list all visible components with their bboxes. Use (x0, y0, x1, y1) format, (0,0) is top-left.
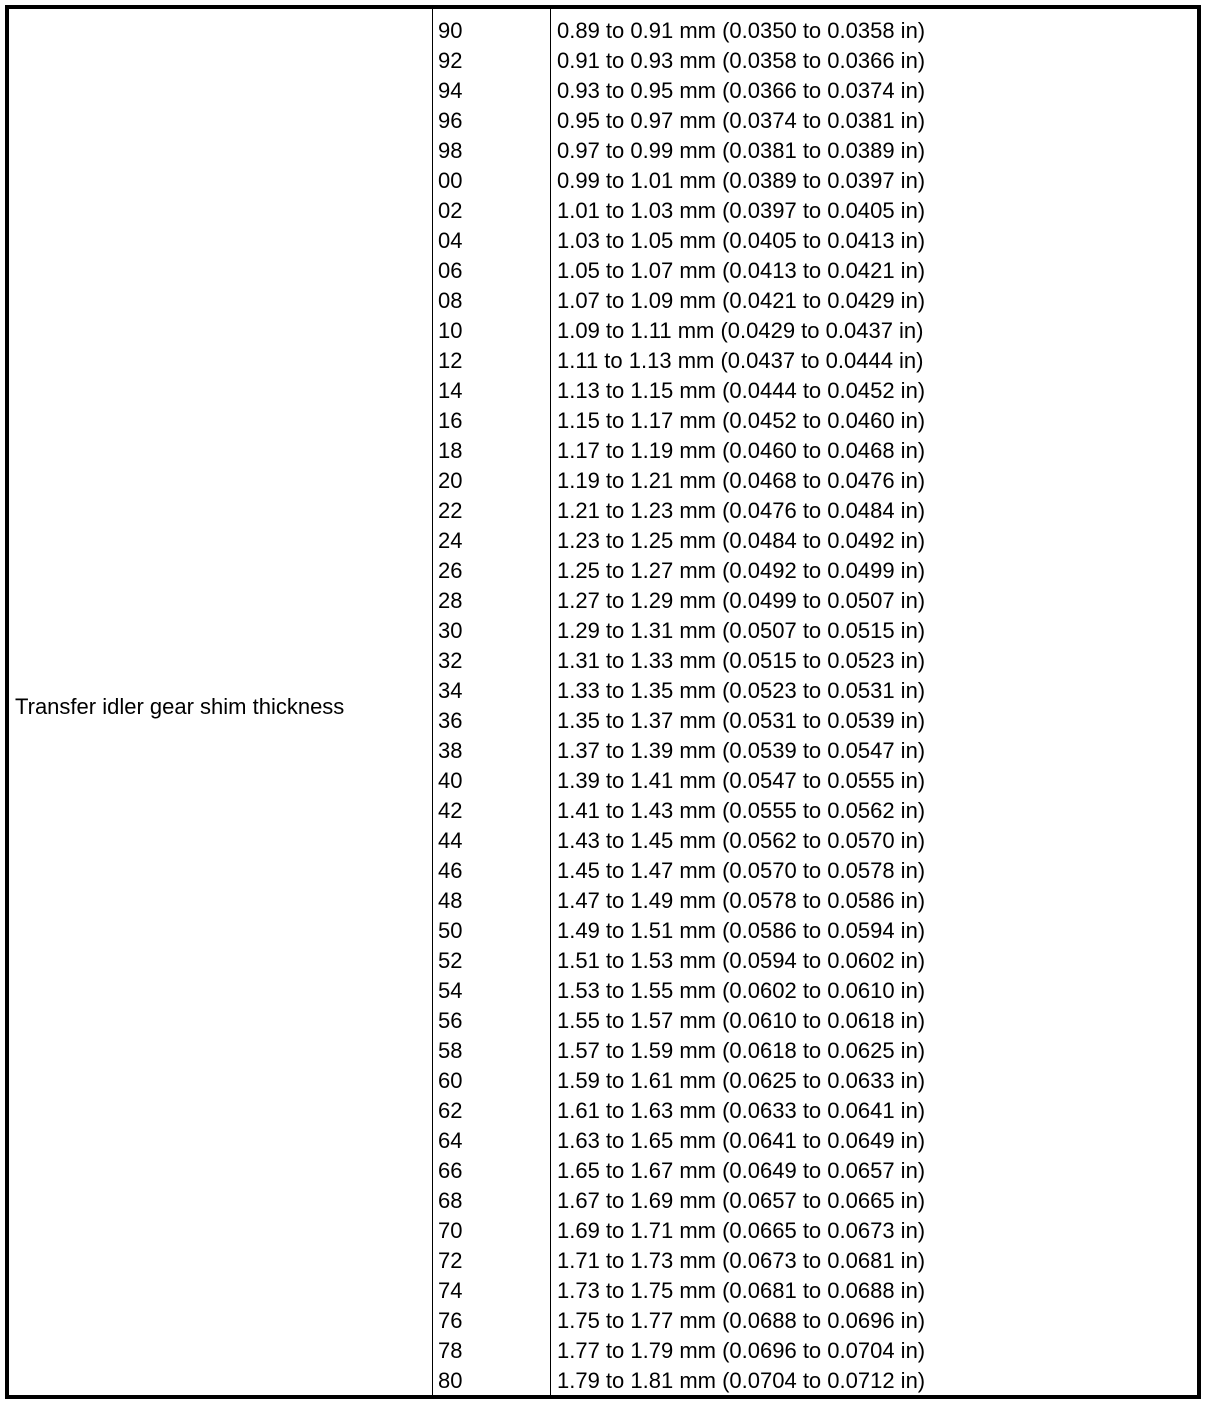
shim-mark-cell: 20 (438, 468, 463, 493)
thickness-range-cell: 1.61 to 1.63 mm (0.0633 to 0.0641 in) (557, 1098, 926, 1123)
thickness-range-cell: 1.23 to 1.25 mm (0.0484 to 0.0492 in) (557, 528, 926, 553)
thickness-range-cell: 1.29 to 1.31 mm (0.0507 to 0.0515 in) (557, 618, 926, 643)
shim-mark-cell: 50 (438, 918, 463, 943)
shim-mark-cell: 06 (438, 258, 463, 283)
shim-mark-cell: 34 (438, 678, 463, 703)
item-cell (9, 9, 433, 1395)
shim-mark-cell: 74 (438, 1278, 463, 1303)
thickness-range-cell: 1.57 to 1.59 mm (0.0618 to 0.0625 in) (557, 1038, 926, 1063)
shim-mark-cell: 52 (438, 948, 463, 973)
shim-mark-cell: 12 (438, 348, 463, 373)
shim-mark-cell: 94 (438, 78, 463, 103)
shim-mark-cell: 92 (438, 48, 463, 73)
shim-mark-cell: 44 (438, 828, 463, 853)
shim-mark-cell: 16 (438, 408, 463, 433)
thickness-range-cell: 1.33 to 1.35 mm (0.0523 to 0.0531 in) (557, 678, 926, 703)
thickness-range-cell: 1.49 to 1.51 mm (0.0586 to 0.0594 in) (557, 918, 926, 943)
thickness-range-cell: 1.15 to 1.17 mm (0.0452 to 0.0460 in) (557, 408, 926, 433)
thickness-range-cell: 0.93 to 0.95 mm (0.0366 to 0.0374 in) (557, 78, 926, 103)
shim-mark-cell: 64 (438, 1128, 463, 1153)
thickness-range-cell: 1.27 to 1.29 mm (0.0499 to 0.0507 in) (557, 588, 926, 613)
shim-mark-cell: 66 (438, 1158, 463, 1183)
shim-mark-cell: 58 (438, 1038, 463, 1063)
thickness-range-cell: 1.47 to 1.49 mm (0.0578 to 0.0586 in) (557, 888, 926, 913)
thickness-range-cell: 1.63 to 1.65 mm (0.0641 to 0.0649 in) (557, 1128, 926, 1153)
thickness-range-cell: 0.89 to 0.91 mm (0.0350 to 0.0358 in) (557, 18, 926, 43)
shim-mark-cell: 36 (438, 708, 463, 733)
thickness-range-cell: 1.71 to 1.73 mm (0.0673 to 0.0681 in) (557, 1248, 926, 1273)
shim-mark-cell: 26 (438, 558, 463, 583)
thickness-range-cell: 1.37 to 1.39 mm (0.0539 to 0.0547 in) (557, 738, 926, 763)
shim-mark-cell: 00 (438, 168, 463, 193)
shim-mark-cell: 14 (438, 378, 463, 403)
thickness-range-cell: 1.01 to 1.03 mm (0.0397 to 0.0405 in) (557, 198, 926, 223)
thickness-range-cell: 1.31 to 1.33 mm (0.0515 to 0.0523 in) (557, 648, 926, 673)
thickness-range-cell: 1.39 to 1.41 mm (0.0547 to 0.0555 in) (557, 768, 926, 793)
shim-mark-cell: 32 (438, 648, 463, 673)
thickness-range-cell: 1.75 to 1.77 mm (0.0688 to 0.0696 in) (557, 1308, 926, 1333)
shim-mark-cell: 04 (438, 228, 463, 253)
thickness-range-cell: 0.99 to 1.01 mm (0.0389 to 0.0397 in) (557, 168, 926, 193)
thickness-range-cell: 1.25 to 1.27 mm (0.0492 to 0.0499 in) (557, 558, 926, 583)
shim-mark-cell: 42 (438, 798, 463, 823)
shim-thickness-table (5, 5, 1201, 1399)
thickness-range-cell: 1.21 to 1.23 mm (0.0476 to 0.0484 in) (557, 498, 926, 523)
shim-mark-cell: 60 (438, 1068, 463, 1093)
thickness-range-cell: 0.91 to 0.93 mm (0.0358 to 0.0366 in) (557, 48, 926, 73)
thickness-range-cell: 0.95 to 0.97 mm (0.0374 to 0.0381 in) (557, 108, 926, 133)
thickness-range-cell: 0.97 to 0.99 mm (0.0381 to 0.0389 in) (557, 138, 926, 163)
thickness-range-cell: 1.77 to 1.79 mm (0.0696 to 0.0704 in) (557, 1338, 926, 1363)
shim-mark-cell: 54 (438, 978, 463, 1003)
thickness-range-cell: 1.53 to 1.55 mm (0.0602 to 0.0610 in) (557, 978, 926, 1003)
thickness-range-cell: 1.05 to 1.07 mm (0.0413 to 0.0421 in) (557, 258, 926, 283)
shim-mark-cell: 02 (438, 198, 463, 223)
thickness-range-cell: 1.09 to 1.11 mm (0.0429 to 0.0437 in) (557, 318, 924, 343)
shim-mark-cell: 10 (438, 318, 463, 343)
shim-mark-cell: 96 (438, 108, 463, 133)
thickness-range-cell: 1.11 to 1.13 mm (0.0437 to 0.0444 in) (557, 348, 924, 373)
thickness-range-column (551, 9, 1197, 1395)
shim-mark-cell: 72 (438, 1248, 463, 1273)
shim-mark-cell: 90 (438, 18, 463, 43)
shim-mark-cell: 22 (438, 498, 463, 523)
shim-mark-cell: 28 (438, 588, 463, 613)
shim-mark-cell: 62 (438, 1098, 463, 1123)
thickness-range-cell: 1.41 to 1.43 mm (0.0555 to 0.0562 in) (557, 798, 926, 823)
shim-mark-cell: 56 (438, 1008, 463, 1033)
shim-mark-cell: 48 (438, 888, 463, 913)
thickness-range-cell: 1.17 to 1.19 mm (0.0460 to 0.0468 in) (557, 438, 926, 463)
shim-mark-cell: 80 (438, 1368, 463, 1393)
thickness-range-cell: 1.35 to 1.37 mm (0.0531 to 0.0539 in) (557, 708, 926, 733)
thickness-range-cell: 1.67 to 1.69 mm (0.0657 to 0.0665 in) (557, 1188, 926, 1213)
shim-mark-cell: 30 (438, 618, 463, 643)
thickness-range-cell: 1.51 to 1.53 mm (0.0594 to 0.0602 in) (557, 948, 926, 973)
thickness-range-cell: 1.73 to 1.75 mm (0.0681 to 0.0688 in) (557, 1278, 926, 1303)
thickness-range-cell: 1.19 to 1.21 mm (0.0468 to 0.0476 in) (557, 468, 926, 493)
thickness-range-cell: 1.43 to 1.45 mm (0.0562 to 0.0570 in) (557, 828, 926, 853)
shim-mark-cell: 24 (438, 528, 463, 553)
mark-column (433, 9, 551, 1395)
shim-mark-cell: 68 (438, 1188, 463, 1213)
shim-mark-cell: 08 (438, 288, 463, 313)
shim-mark-cell: 76 (438, 1308, 463, 1333)
thickness-range-cell: 1.55 to 1.57 mm (0.0610 to 0.0618 in) (557, 1008, 926, 1033)
thickness-range-cell: 1.65 to 1.67 mm (0.0649 to 0.0657 in) (557, 1158, 926, 1183)
thickness-range-cell: 1.07 to 1.09 mm (0.0421 to 0.0429 in) (557, 288, 926, 313)
shim-mark-cell: 98 (438, 138, 463, 163)
shim-mark-cell: 78 (438, 1338, 463, 1363)
thickness-range-cell: 1.45 to 1.47 mm (0.0570 to 0.0578 in) (557, 858, 926, 883)
shim-mark-cell: 70 (438, 1218, 463, 1243)
thickness-range-cell: 1.03 to 1.05 mm (0.0405 to 0.0413 in) (557, 228, 926, 253)
thickness-range-cell: 1.69 to 1.71 mm (0.0665 to 0.0673 in) (557, 1218, 926, 1243)
shim-mark-cell: 18 (438, 438, 463, 463)
thickness-range-cell: 1.13 to 1.15 mm (0.0444 to 0.0452 in) (557, 378, 926, 403)
shim-mark-cell: 46 (438, 858, 463, 883)
shim-mark-cell: 38 (438, 738, 463, 763)
shim-mark-cell: 40 (438, 768, 463, 793)
thickness-range-cell: 1.79 to 1.81 mm (0.0704 to 0.0712 in) (557, 1368, 926, 1393)
thickness-range-cell: 1.59 to 1.61 mm (0.0625 to 0.0633 in) (557, 1068, 926, 1093)
item-label: Transfer idler gear shim thickness (15, 694, 345, 719)
